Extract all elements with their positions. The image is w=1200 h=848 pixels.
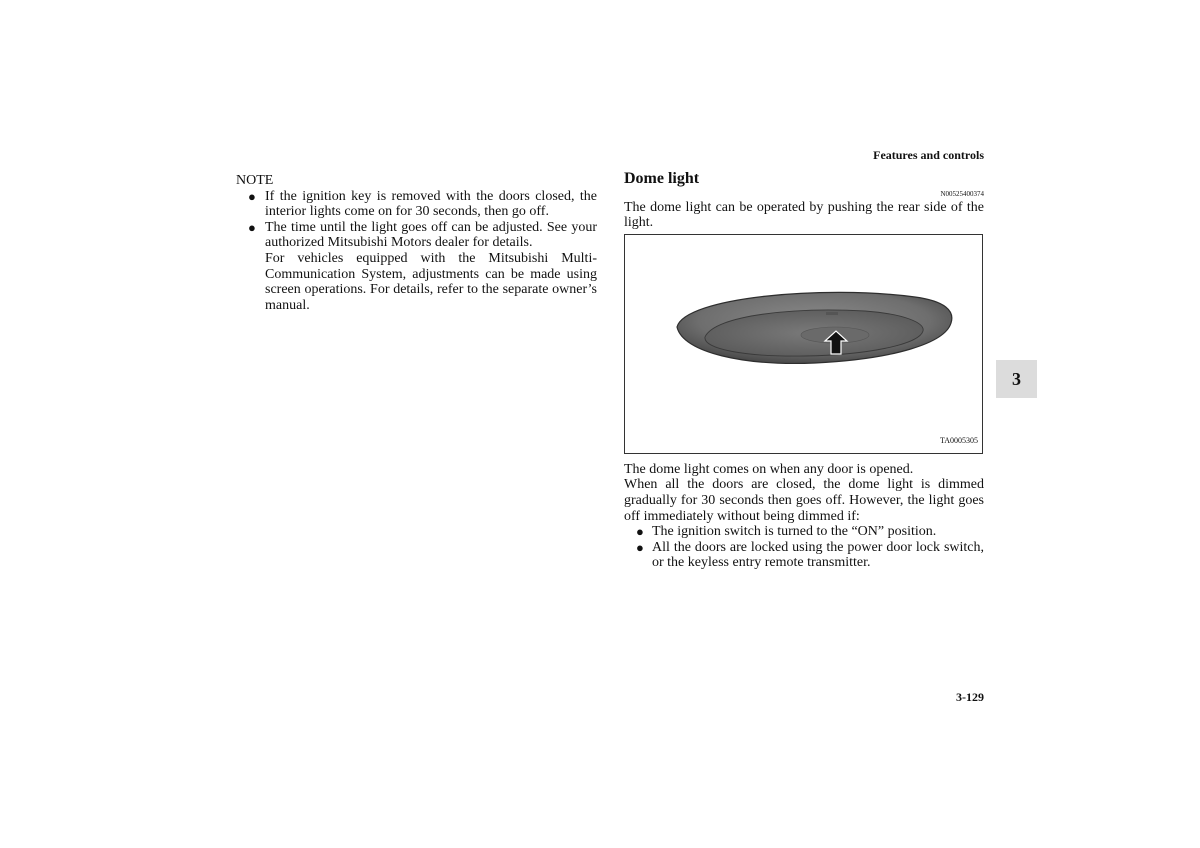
page-number: 3-129 <box>956 690 984 704</box>
reference-code: N00525400374 <box>940 189 984 198</box>
note-bullet-1-text: If the ignition key is removed with the doors closed, the interior lights come on for 30 seconds, then go off. <box>265 188 597 220</box>
top-notch <box>826 312 838 315</box>
bullet-icon: ● <box>636 539 644 555</box>
note-extra-paragraph <box>236 251 597 313</box>
right-column <box>624 171 984 571</box>
section-title: Dome light <box>624 170 700 187</box>
chapter-tab: 3 <box>996 360 1037 398</box>
note-bullet-1 <box>236 189 597 220</box>
paragraph-1: The dome light comes on when any door is opened. <box>624 461 914 477</box>
note-bullet-2-text: The time until the light goes off can be adjusted. See your authorized Mitsubishi Motors dealer for details. <box>265 219 597 251</box>
figure-code: TA0005305 <box>939 436 978 446</box>
paragraph-2: When all the doors are closed, the dome light is dimmed gradually for 30 seconds then goes off. However, the light goes off immediately without being dimmed if: <box>624 477 984 524</box>
note-extra-text: For vehicles equipped with the Mitsubishi Multi-Communication System, adjustments can be made using screen operations. For details, refer to the separate owner’s manual. <box>265 250 597 313</box>
dome-light-figure <box>624 234 983 454</box>
bullet-icon: ● <box>248 219 256 235</box>
running-header: Features and controls <box>873 148 984 162</box>
left-column <box>236 173 597 313</box>
condition-bullet-1 <box>624 524 984 540</box>
note-bullet-2 <box>236 220 597 251</box>
condition-bullet-2 <box>624 540 984 571</box>
note-label: NOTE <box>236 173 274 188</box>
condition-bullet-2-text: All the doors are locked using the power door lock switch, or the keyless entry remote transmitter. <box>652 539 984 571</box>
condition-bullet-1-text: The ignition switch is turned to the “ON” position. <box>652 524 937 540</box>
bullet-icon: ● <box>248 188 256 204</box>
intro-paragraph: The dome light can be operated by pushing the rear side of the light. <box>624 199 984 231</box>
dome-light-illustration <box>625 235 982 453</box>
bullet-icon: ● <box>636 524 644 540</box>
